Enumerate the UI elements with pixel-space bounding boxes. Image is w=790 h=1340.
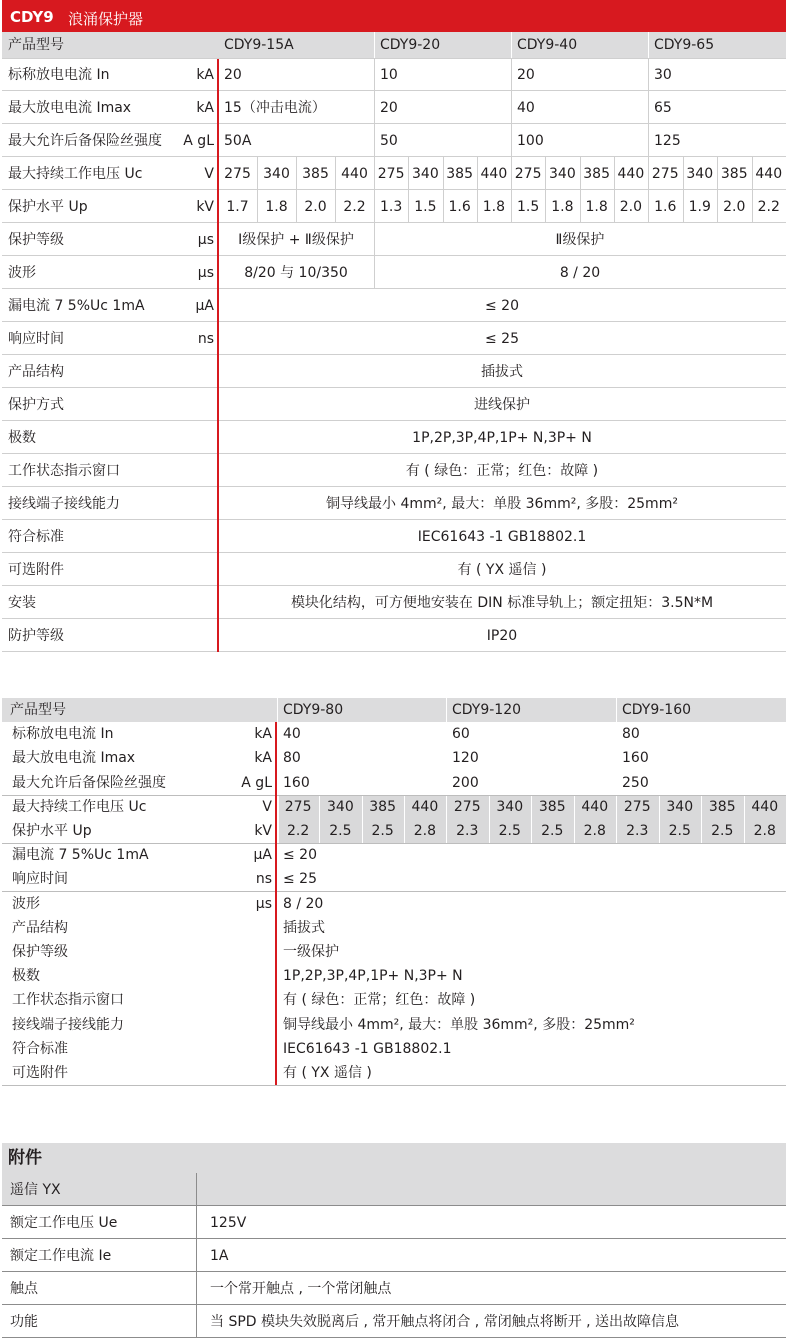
spec-label: 接线端子接线能力 bbox=[8, 495, 120, 512]
spec-value: 385 bbox=[583, 165, 610, 182]
column-divider bbox=[717, 157, 718, 190]
column-divider bbox=[374, 91, 375, 124]
spec-value: 8 / 20 bbox=[559, 264, 601, 281]
column-divider bbox=[404, 795, 405, 819]
column-divider bbox=[511, 58, 512, 91]
column-divider bbox=[648, 91, 649, 124]
spec-value: 200 bbox=[452, 774, 479, 791]
column-divider bbox=[404, 819, 405, 843]
spec-value: 2.2 bbox=[286, 823, 310, 839]
column-divider bbox=[319, 795, 320, 819]
group-divider bbox=[2, 795, 786, 796]
column-divider bbox=[374, 256, 375, 289]
column-divider bbox=[446, 795, 447, 819]
spec-unit bbox=[202, 988, 276, 1012]
spec-unit: kV bbox=[196, 198, 214, 215]
header-divider bbox=[277, 698, 278, 722]
spec-value: 275 bbox=[377, 165, 405, 182]
header-divider bbox=[511, 32, 512, 58]
spec-value: 120 bbox=[452, 750, 479, 766]
spec-value: 1.3 bbox=[379, 198, 403, 215]
spec-value: 340 bbox=[327, 799, 354, 815]
spec-label: 可选附件 bbox=[8, 561, 64, 578]
column-divider bbox=[196, 1206, 197, 1239]
spec-unit: V bbox=[262, 799, 272, 815]
spec-unit bbox=[152, 586, 218, 619]
spec-unit: μs bbox=[197, 231, 214, 248]
spec-value: 385 bbox=[302, 165, 329, 182]
spec-label: 保护水平 Up bbox=[12, 823, 92, 839]
spec-value: 340 bbox=[412, 165, 439, 182]
column-divider bbox=[511, 157, 512, 190]
spec-unit bbox=[152, 619, 218, 652]
spec-unit: A gL bbox=[183, 132, 214, 149]
accessory-value: 1A bbox=[210, 1247, 229, 1264]
spec-value: 80 bbox=[283, 750, 301, 766]
spec-label: 产品结构 bbox=[12, 920, 68, 936]
spec-value: 440 bbox=[755, 165, 783, 182]
column-divider bbox=[257, 157, 258, 190]
column-divider bbox=[701, 819, 702, 843]
spec-value: 2.0 bbox=[304, 198, 327, 215]
accessory-label: 遥信 YX bbox=[10, 1181, 61, 1198]
column-divider bbox=[374, 190, 375, 223]
spec-unit: V bbox=[204, 165, 214, 182]
column-divider bbox=[717, 190, 718, 223]
spec-value: 一级保护 bbox=[283, 944, 339, 960]
accessory-label: 额定工作电压 Ue bbox=[10, 1214, 118, 1231]
spec-value: IEC61643 -1 GB18802.1 bbox=[283, 1041, 452, 1057]
spec-unit: ns bbox=[197, 330, 214, 347]
spec-value: 65 bbox=[654, 99, 672, 116]
spec-value: 有 ( 绿色：正常；红色：故障 ) bbox=[283, 992, 476, 1008]
spec-value: 275 bbox=[514, 165, 542, 182]
header-divider bbox=[648, 32, 649, 58]
spec-label: 最大持续工作电压 Uc bbox=[8, 165, 143, 182]
spec-unit bbox=[202, 940, 276, 964]
spec-value: 2.2 bbox=[343, 198, 366, 215]
spec-value: 1.5 bbox=[516, 198, 540, 215]
spec-value: 进线保护 bbox=[474, 396, 530, 413]
product-title-bar bbox=[2, 0, 786, 32]
spec-value: 1.8 bbox=[585, 198, 608, 215]
column-divider bbox=[545, 190, 546, 223]
column-divider bbox=[446, 819, 447, 843]
spec-value: ≤ 20 bbox=[283, 847, 317, 863]
column-divider bbox=[616, 819, 617, 843]
table2-bottom-rule bbox=[2, 1085, 786, 1086]
column-divider bbox=[196, 1305, 197, 1338]
spec-unit bbox=[202, 1037, 276, 1061]
column-divider bbox=[574, 819, 575, 843]
spec-value: 440 bbox=[581, 799, 609, 815]
spec-value: 275 bbox=[623, 799, 651, 815]
spec-value: 340 bbox=[666, 799, 694, 815]
spec-label: 响应时间 bbox=[12, 871, 68, 887]
header-divider bbox=[446, 698, 447, 722]
column-divider bbox=[196, 1272, 197, 1305]
spec-value: IEC61643 -1 GB18802.1 bbox=[417, 528, 587, 545]
column-divider bbox=[580, 190, 581, 223]
spec-unit bbox=[202, 916, 276, 940]
spec-label: 最大放电电流 Imax bbox=[12, 750, 136, 766]
spec-value: 440 bbox=[411, 799, 439, 815]
spec-value: 50 bbox=[380, 132, 398, 149]
table1-header-label: 产品型号 bbox=[8, 37, 64, 53]
column-divider bbox=[752, 157, 753, 190]
column-divider bbox=[408, 157, 409, 190]
spec-value: 2.5 bbox=[329, 823, 352, 839]
spec-value: 1.9 bbox=[688, 198, 711, 215]
spec-unit bbox=[152, 355, 218, 388]
accessory-value: 一个常开触点 , 一个常闭触点 bbox=[210, 1280, 392, 1297]
table2-header-label: 产品型号 bbox=[10, 702, 66, 718]
spec-label: 保护水平 Up bbox=[8, 198, 88, 215]
column-divider bbox=[477, 157, 478, 190]
spec-unit bbox=[152, 520, 218, 553]
spec-label: 最大放电电流 Imax bbox=[8, 99, 132, 116]
spec-value: 440 bbox=[617, 165, 645, 182]
product-model: CDY9 bbox=[10, 8, 54, 26]
spec-unit bbox=[152, 388, 218, 421]
spec-value: Ⅰ级保护 + Ⅱ级保护 bbox=[238, 231, 354, 248]
column-divider bbox=[443, 157, 444, 190]
column-divider bbox=[443, 190, 444, 223]
spec-unit bbox=[152, 487, 218, 520]
spec-value: 2.8 bbox=[583, 823, 606, 839]
spec-label: 安装 bbox=[8, 594, 36, 611]
spec-label: 最大允许后备保险丝强度 bbox=[12, 774, 166, 791]
spec-label: 可选附件 bbox=[12, 1065, 68, 1081]
column-divider bbox=[511, 124, 512, 157]
table2-model-cdy9-80: CDY9-80 bbox=[283, 702, 344, 718]
spec-value: ≤ 20 bbox=[485, 297, 519, 314]
spec-value: 275 bbox=[284, 799, 312, 815]
spec-label: 产品结构 bbox=[8, 363, 64, 380]
spec-value: 385 bbox=[538, 799, 566, 815]
spec-unit: μs bbox=[197, 264, 214, 281]
column-divider bbox=[319, 819, 320, 843]
spec-value: 2.0 bbox=[723, 198, 746, 215]
accessory-label: 额定工作电流 Ie bbox=[10, 1247, 112, 1264]
spec-unit: kA bbox=[254, 750, 272, 766]
column-divider bbox=[374, 223, 375, 256]
spec-unit: ns bbox=[255, 871, 272, 887]
spec-value: 10 bbox=[380, 66, 398, 83]
spec-unit bbox=[152, 454, 218, 487]
spec-value: 1.8 bbox=[551, 198, 574, 215]
spec-value: 2.5 bbox=[541, 823, 564, 839]
spec-label: 工作状态指示窗口 bbox=[8, 462, 120, 479]
accessory-label: 功能 bbox=[10, 1313, 38, 1330]
spec-unit: kV bbox=[254, 823, 272, 839]
column-divider bbox=[374, 157, 375, 190]
spec-value: 80 bbox=[622, 726, 640, 742]
column-divider bbox=[580, 157, 581, 190]
spec-value: 15（冲击电流） bbox=[224, 99, 326, 116]
spec-value: 340 bbox=[496, 799, 524, 815]
column-divider bbox=[659, 819, 660, 843]
product-name: 浪涌保护器 bbox=[68, 10, 144, 28]
column-divider bbox=[683, 190, 684, 223]
column-divider bbox=[701, 795, 702, 819]
column-divider bbox=[614, 157, 615, 190]
spec-value: 有 ( YX 遥信 ) bbox=[457, 561, 547, 578]
column-divider bbox=[648, 190, 649, 223]
spec-value: 铜导线最小 4mm², 最大：单股 36mm², 多股：25mm² bbox=[326, 495, 678, 512]
spec-value: 20 bbox=[517, 66, 535, 83]
column-divider bbox=[477, 190, 478, 223]
spec-value: 385 bbox=[446, 165, 473, 182]
column-divider bbox=[335, 190, 336, 223]
spec-value: 有 ( 绿色：正常；红色：故障 ) bbox=[405, 462, 599, 479]
column-divider bbox=[196, 1239, 197, 1272]
spec-unit: μs bbox=[255, 895, 272, 912]
spec-value: 30 bbox=[654, 66, 672, 83]
spec-label: 极数 bbox=[12, 968, 40, 984]
spec-value: 1P,2P,3P,4P,1P+ N,3P+ N bbox=[283, 968, 463, 984]
column-divider bbox=[296, 190, 297, 223]
column-divider bbox=[574, 795, 575, 819]
table1-top-rule bbox=[2, 58, 786, 59]
spec-value: 340 bbox=[549, 165, 576, 182]
spec-value: 440 bbox=[751, 799, 779, 815]
spec-value: 60 bbox=[452, 726, 470, 742]
spec-value: 440 bbox=[480, 165, 508, 182]
column-divider bbox=[511, 91, 512, 124]
spec-value: 2.8 bbox=[413, 823, 436, 839]
spec-unit bbox=[152, 421, 218, 454]
spec-label: 极数 bbox=[8, 429, 36, 446]
spec-value: 1.8 bbox=[265, 198, 288, 215]
spec-label: 波形 bbox=[8, 264, 36, 281]
column-divider bbox=[408, 190, 409, 223]
column-divider bbox=[531, 795, 532, 819]
column-divider bbox=[362, 795, 363, 819]
spec-label: 漏电流 7 5%Uc 1mA bbox=[8, 297, 145, 314]
row-divider bbox=[2, 1337, 786, 1338]
spec-label: 保护等级 bbox=[8, 231, 64, 248]
table1-model-cdy9-65: CDY9-65 bbox=[654, 37, 715, 53]
spec-value: 模块化结构，可方便地安装在 DIN 标准导轨上；额定扭矩：3.5N*M bbox=[290, 594, 714, 611]
spec-label: 波形 bbox=[12, 895, 40, 912]
spec-value: 2.0 bbox=[619, 198, 642, 215]
spec-value: 250 bbox=[622, 774, 649, 791]
column-divider bbox=[648, 58, 649, 91]
column-divider bbox=[545, 157, 546, 190]
spec-value: IP20 bbox=[486, 627, 518, 644]
spec-unit: kA bbox=[254, 726, 272, 742]
accessory-value bbox=[204, 1173, 784, 1206]
column-divider bbox=[614, 190, 615, 223]
column-divider bbox=[296, 157, 297, 190]
spec-value: 2.5 bbox=[668, 823, 691, 839]
column-divider bbox=[683, 157, 684, 190]
accessory-title: 附件 bbox=[8, 1147, 42, 1168]
spec-label: 保护等级 bbox=[12, 944, 68, 960]
spec-label: 接线端子接线能力 bbox=[12, 1016, 124, 1033]
spec-value: 1.7 bbox=[226, 198, 249, 215]
spec-value: 275 bbox=[453, 799, 481, 815]
column-divider bbox=[362, 819, 363, 843]
spec-value: 1P,2P,3P,4P,1P+ N,3P+ N bbox=[412, 429, 592, 446]
column-divider bbox=[531, 819, 532, 843]
table2-model-cdy9-120: CDY9-120 bbox=[452, 702, 522, 718]
spec-value: 8/20 与 10/350 bbox=[244, 264, 348, 281]
spec-value: 275 bbox=[224, 165, 251, 182]
spec-value: 铜导线最小 4mm², 最大：单股 36mm², 多股：25mm² bbox=[283, 1016, 635, 1033]
column-divider bbox=[511, 190, 512, 223]
spec-label: 最大允许后备保险丝强度 bbox=[8, 132, 162, 149]
row-divider bbox=[2, 651, 786, 652]
spec-label: 符合标准 bbox=[8, 528, 64, 545]
spec-value: 2.3 bbox=[626, 823, 649, 839]
spec-value: 340 bbox=[686, 165, 714, 182]
spec-value: 50A bbox=[224, 132, 252, 149]
spec-value: 40 bbox=[283, 726, 301, 742]
spec-label: 工作状态指示窗口 bbox=[12, 992, 124, 1008]
spec-value: 160 bbox=[622, 750, 649, 766]
spec-label: 最大持续工作电压 Uc bbox=[12, 799, 147, 815]
spec-value: 8 / 20 bbox=[283, 895, 324, 912]
spec-value: 2.5 bbox=[371, 823, 394, 839]
spec-unit: kA bbox=[196, 66, 214, 83]
spec-value: ≤ 25 bbox=[283, 871, 317, 887]
column-divider bbox=[374, 58, 375, 91]
table1-model-cdy9-40: CDY9-40 bbox=[517, 37, 578, 53]
spec-value: 385 bbox=[369, 799, 396, 815]
spec-value: Ⅱ级保护 bbox=[555, 231, 605, 248]
spec-value: 2.3 bbox=[456, 823, 479, 839]
spec-value: 125 bbox=[654, 132, 681, 149]
header-divider bbox=[374, 32, 375, 58]
accessory-value: 125V bbox=[210, 1214, 247, 1231]
spec-value: 385 bbox=[708, 799, 736, 815]
spec-value: 40 bbox=[517, 99, 535, 116]
spec-label: 符合标准 bbox=[12, 1041, 68, 1057]
spec-value: 1.8 bbox=[482, 198, 505, 215]
spec-value: 2.8 bbox=[753, 823, 776, 839]
column-divider bbox=[744, 819, 745, 843]
spec-value: ≤ 25 bbox=[485, 330, 519, 347]
column-divider bbox=[744, 795, 745, 819]
column-divider bbox=[659, 795, 660, 819]
spec-value: 340 bbox=[263, 165, 290, 182]
table2-red-divider bbox=[275, 722, 277, 1085]
spec-label: 防护等级 bbox=[8, 627, 64, 644]
column-divider bbox=[335, 157, 336, 190]
spec-label: 标称放电电流 In bbox=[8, 66, 110, 83]
table1-model-cdy9-15a: CDY9-15A bbox=[224, 37, 294, 53]
accessory-label: 触点 bbox=[10, 1280, 38, 1297]
spec-value: 1.6 bbox=[448, 198, 471, 215]
spec-value: 20 bbox=[224, 66, 242, 83]
spec-label: 标称放电电流 In bbox=[12, 726, 114, 742]
spec-unit: μA bbox=[253, 847, 272, 863]
spec-unit: μA bbox=[195, 297, 214, 314]
spec-value: 2.5 bbox=[711, 823, 734, 839]
spec-value: 2.2 bbox=[757, 198, 780, 215]
table2-model-cdy9-160: CDY9-160 bbox=[622, 702, 692, 718]
column-divider bbox=[257, 190, 258, 223]
header-divider bbox=[616, 698, 617, 722]
spec-value: 160 bbox=[283, 774, 310, 791]
spec-value: 385 bbox=[720, 165, 748, 182]
spec-unit bbox=[152, 553, 218, 586]
spec-label: 保护方式 bbox=[8, 396, 64, 413]
table1-model-cdy9-20: CDY9-20 bbox=[380, 37, 441, 53]
spec-value: 100 bbox=[517, 132, 544, 149]
spec-value: 20 bbox=[380, 99, 398, 116]
spec-unit: kA bbox=[196, 99, 214, 116]
spec-value: 1.6 bbox=[654, 198, 677, 215]
spec-unit bbox=[202, 1061, 276, 1085]
spec-value: 440 bbox=[341, 165, 368, 182]
spec-label: 响应时间 bbox=[8, 330, 64, 347]
spec-unit bbox=[202, 964, 276, 988]
spec-value: 插拔式 bbox=[283, 920, 325, 936]
spec-value: 有 ( YX 遥信 ) bbox=[283, 1065, 372, 1081]
column-divider bbox=[752, 190, 753, 223]
group-divider bbox=[2, 891, 786, 892]
accessory-value: 当 SPD 模块失效脱离后 , 常开触点将闭合 , 常闭触点将断开 , 送出故障信息 bbox=[210, 1313, 680, 1330]
spec-value: 插拔式 bbox=[481, 363, 523, 380]
column-divider bbox=[374, 124, 375, 157]
table1-red-divider bbox=[217, 58, 219, 652]
spec-value: 275 bbox=[651, 165, 679, 182]
spec-value: 2.5 bbox=[498, 823, 521, 839]
spec-label: 漏电流 7 5%Uc 1mA bbox=[12, 847, 149, 863]
group-divider bbox=[2, 843, 786, 844]
spec-unit bbox=[202, 1012, 276, 1037]
column-divider bbox=[196, 1173, 197, 1206]
column-divider bbox=[648, 157, 649, 190]
column-divider bbox=[489, 819, 490, 843]
spec-unit: A gL bbox=[241, 774, 272, 791]
column-divider bbox=[489, 795, 490, 819]
column-divider bbox=[648, 124, 649, 157]
column-divider bbox=[616, 795, 617, 819]
spec-value: 1.5 bbox=[414, 198, 437, 215]
